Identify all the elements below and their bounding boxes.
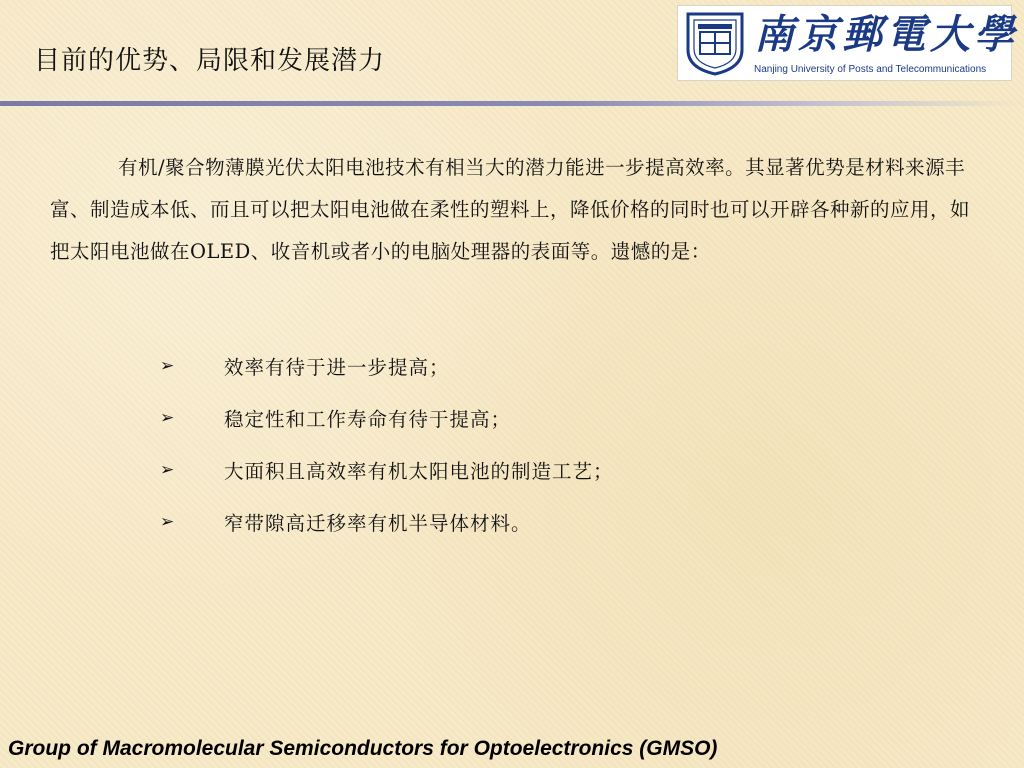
intro-paragraph: 有机/聚合物薄膜光伏太阳电池技术有相当大的潜力能进一步提高效率。其显著优势是材料来源丰富、制造成本低、而且可以把太阳电池做在柔性的塑料上，降低价格的同时也可以开辟各种新的应用，如把太阳电池做在OLED、收音机或者小的电脑处理器的表面等。遗憾的是： (50, 156, 971, 263)
university-logo (677, 5, 1018, 81)
list-item-text: 大面积且高效率有机太阳电池的制造工艺； (224, 460, 614, 483)
logo-name-en: Nanjing University of Posts and Telecommunications (754, 64, 987, 75)
title-divider (0, 101, 1024, 106)
list-item (160, 392, 614, 444)
list-item (160, 340, 614, 392)
arrow-bullet-icon: ➢ (160, 408, 176, 428)
limitation-list (160, 340, 614, 548)
list-item (160, 496, 614, 548)
list-item (160, 444, 614, 496)
footer-group-name: Group of Macromolecular Semiconductors for Optoelectronics (GMSO) (8, 737, 718, 760)
arrow-bullet-icon: ➢ (160, 460, 176, 480)
list-item-text: 效率有待于进一步提高； (224, 356, 450, 379)
list-item-text: 稳定性和工作寿命有待于提高； (224, 408, 512, 431)
arrow-bullet-icon: ➢ (160, 512, 176, 532)
logo-name-cn: 南京郵電大學 (754, 11, 1018, 58)
university-seal-icon (684, 10, 746, 76)
slide-title: 目前的优势、局限和发展潜力 (34, 46, 386, 76)
list-item-text: 窄带隙高迁移率有机半导体材料。 (224, 512, 532, 535)
arrow-bullet-icon: ➢ (160, 356, 176, 376)
